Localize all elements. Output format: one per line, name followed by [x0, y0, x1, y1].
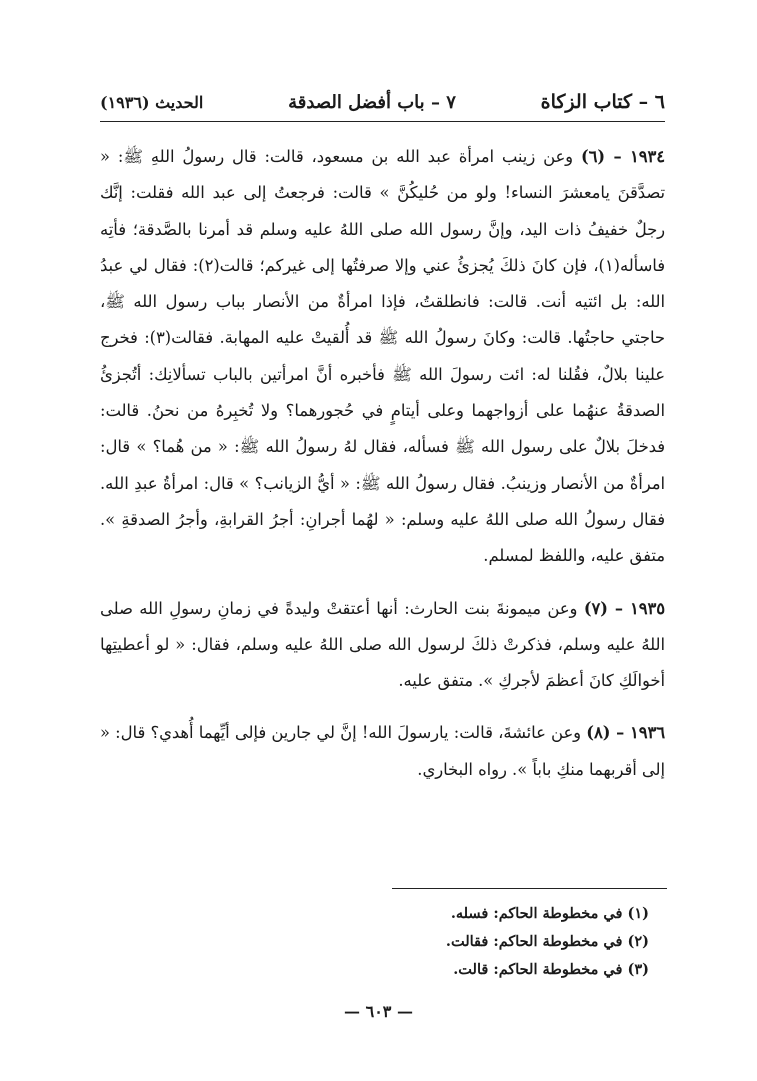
book-title: ٦ – كتاب الزكاة: [540, 91, 665, 113]
hadith-text: وعن زينب امرأة عبد الله بن مسعود، قالت: قال رسولُ اللهِ ﷺ: « تصدَّقنَ يامعشرَ النساء! ولو من حُليكُنَّ » قالت: فرجعتُ إلى عبد الله فقلت: إنَّك رجلٌ خفيفُ ذات اليد، وإنَّ رسول الله صلى اللهُ عليه وسلم قد أمرنا بالصَّدقة؛ فأتِه فاسأله(١)، فإن كانَ ذلكَ يُجزئُ عني وإلا صرفتُها إلى غيركم؛ قالت(٢): فقال لي عبدُ الله: بل ائتيه أنت. قالت: فانطلقتُ، فإذا امرأةٌ من الأنصار بباب رسول الله ﷺ، حاجتي حاجتُها. قالت: وكانَ رسولُ الله ﷺ قد أُلقيتْ عليه المهابة. فقالت(٣): فخرج علينا بلالٌ، فقُلنا له: ائت رسولَ الله ﷺ فأخبره أنَّ امرأتين بالباب تسألانِك: أتُجزئُ الصدقةُ عنهُما على أزواجهما وعلى أيتامٍ في حُجورهما؟ ولا تُخبِرهُ من نحنُ. قالت: فدخلَ بلالٌ على رسول الله ﷺ فسأله، فقال لهُ رسولُ الله ﷺ: « من هُما؟ » قال: امرأةٌ من الأنصار وزينبُ. فقال رسولُ الله ﷺ: « أيُّ الزيانب؟ » قال: امرأةُ عبدِ الله. فقال رسولُ الله صلى اللهُ عليه وسلم: « لهُما أجرانِ: أجرُ القرابةِ، وأجرُ الصدقةِ ». متفق عليه، واللفظ لمسلم.: [100, 147, 665, 566]
header-rule: [100, 121, 665, 122]
footnote-rule: [392, 888, 667, 889]
hadith-number: ١٩٣٥ – (٧): [583, 598, 665, 618]
hadith-range: الحديث (١٩٣٦): [100, 92, 204, 112]
hadith-text: وعن عائشةَ، قالت: يارسولَ الله! إنَّ لي جارين فإلى أيِّهما أُهدي؟ قال: « إلى أقربهما منكِ باباً ». رواه البخاري.: [100, 723, 665, 779]
main-text: [100, 139, 665, 804]
page-number: — ٦٠٣ —: [344, 1002, 413, 1021]
hadith-paragraph: [100, 715, 665, 788]
chapter-title: ٧ – باب أفضل الصدقة: [288, 91, 456, 113]
hadith-text: وعن ميمونةَ بنت الحارث: أنها أعتقتْ وليدةً في زمانِ رسولِ الله صلى اللهُ عليه وسلم، فذكرتْ ذلكَ لرسول الله صلى اللهُ عليه وسلم، فقال: « لو أعطيتِها أخوالَكِ كانَ أعظمَ لأجركِ ». متفق عليه.: [100, 598, 665, 691]
footnotes: [349, 900, 649, 984]
hadith-paragraph: [100, 591, 665, 700]
hadith-number: ١٩٣٦ – (٨): [586, 723, 665, 743]
hadith-paragraph: [100, 139, 665, 575]
footnote: (٢) في مخطوطة الحاكم: فقالت.: [445, 933, 649, 950]
hadith-number: ١٩٣٤ – (٦): [580, 147, 665, 166]
running-header: [100, 86, 665, 118]
footnote: (٣) في مخطوطة الحاكم: قالت.: [453, 961, 649, 978]
footnote: (١) في مخطوطة الحاكم: فسله.: [450, 905, 649, 922]
